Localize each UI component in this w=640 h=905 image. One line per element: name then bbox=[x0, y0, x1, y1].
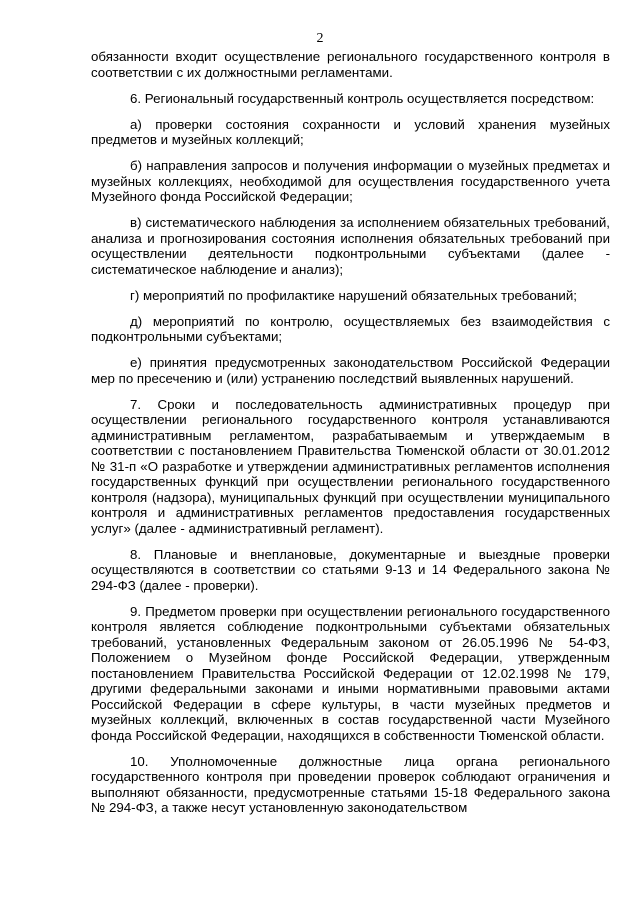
paragraph-item-9: 9. Предметом проверки при осуществлении регионального государственного контроля является соблюдение подконтрольными субъектами обязательных требований, установленных Федеральным законом от 26.05.1996 № 54-ФЗ, Положением о Музейном фонде Российской Федерации, утвержденным постановлением Правительства Российской Федерации от 12.02.1998 № 179, другими федеральными законами и иными нормативными правовыми актами Российской Федерации в сфере культуры, в части музейных предметов и музейных коллекций, включенных в состав государственной части Музейного фонда Российской Федерации, находящихся в собственности Тюменской области. bbox=[91, 603, 610, 743]
paragraph-item-7: 7. Сроки и последовательность административных процедур при осуществлении регионального государственного контроля устанавливаются административным регламентом, разрабатываемым и утверждаемым в соответствии с постановлением Правительства Тюменской области от 30.01.2012 № 31-п «О разработке и утверждении административных регламентов исполнения государственных функций при осуществлении регионального государственного контроля (надзора), муниципальных функций при осуществлении муниципального контроля и административных регламентов предоставления государственных услуг» (далее - административный регламент). bbox=[91, 396, 610, 536]
document-body bbox=[91, 49, 610, 826]
paragraph-subitem-g: г) мероприятий по профилактике нарушений обязательных требований; bbox=[130, 287, 577, 303]
paragraph-subitem-d: д) мероприятий по контролю, осуществляемых без взаимодействия с подконтрольными субъектами; bbox=[91, 313, 610, 344]
paragraph-continuation: обязанности входит осуществление регионального государственного контроля в соответствии с их должностными регламентами. bbox=[91, 49, 610, 80]
paragraph-item-6: 6. Региональный государственный контроль осуществляется посредством: bbox=[130, 90, 595, 106]
page-number: 2 bbox=[316, 31, 324, 46]
paragraph-subitem-a: а) проверки состояния сохранности и условий хранения музейных предметов и музейных коллекций; bbox=[91, 116, 610, 147]
paragraph-subitem-v: в) систематического наблюдения за исполнением обязательных требований, анализа и прогнозирования состояния исполнения обязательных требований при осуществлении деятельности подконтрольными субъектами (далее - систематическое наблюдение и анализ); bbox=[91, 215, 610, 277]
paragraph-item-8: 8. Плановые и внеплановые, документарные и выездные проверки осуществляются в соответствии со статьями 9-13 и 14 Федерального закона № 294-ФЗ (далее - проверки). bbox=[91, 546, 610, 593]
paragraph-item-10: 10. Уполномоченные должностные лица органа регионального государственного контроля при проведении проверок соблюдают ограничения и выполняют обязанности, предусмотренные статьями 15-18 Федерального закона № 294-ФЗ, а также несут установленную законодательством bbox=[91, 753, 610, 815]
paragraph-subitem-b: б) направления запросов и получения информации о музейных предметах и музейных коллекциях, необходимой для осуществления государственного учета Музейного фонда Российской Федерации; bbox=[91, 158, 610, 204]
paragraph-subitem-e: е) принятия предусмотренных законодательством Российской Федерации мер по пресечению и (или) устранению последствий выявленных нарушений. bbox=[91, 355, 610, 386]
